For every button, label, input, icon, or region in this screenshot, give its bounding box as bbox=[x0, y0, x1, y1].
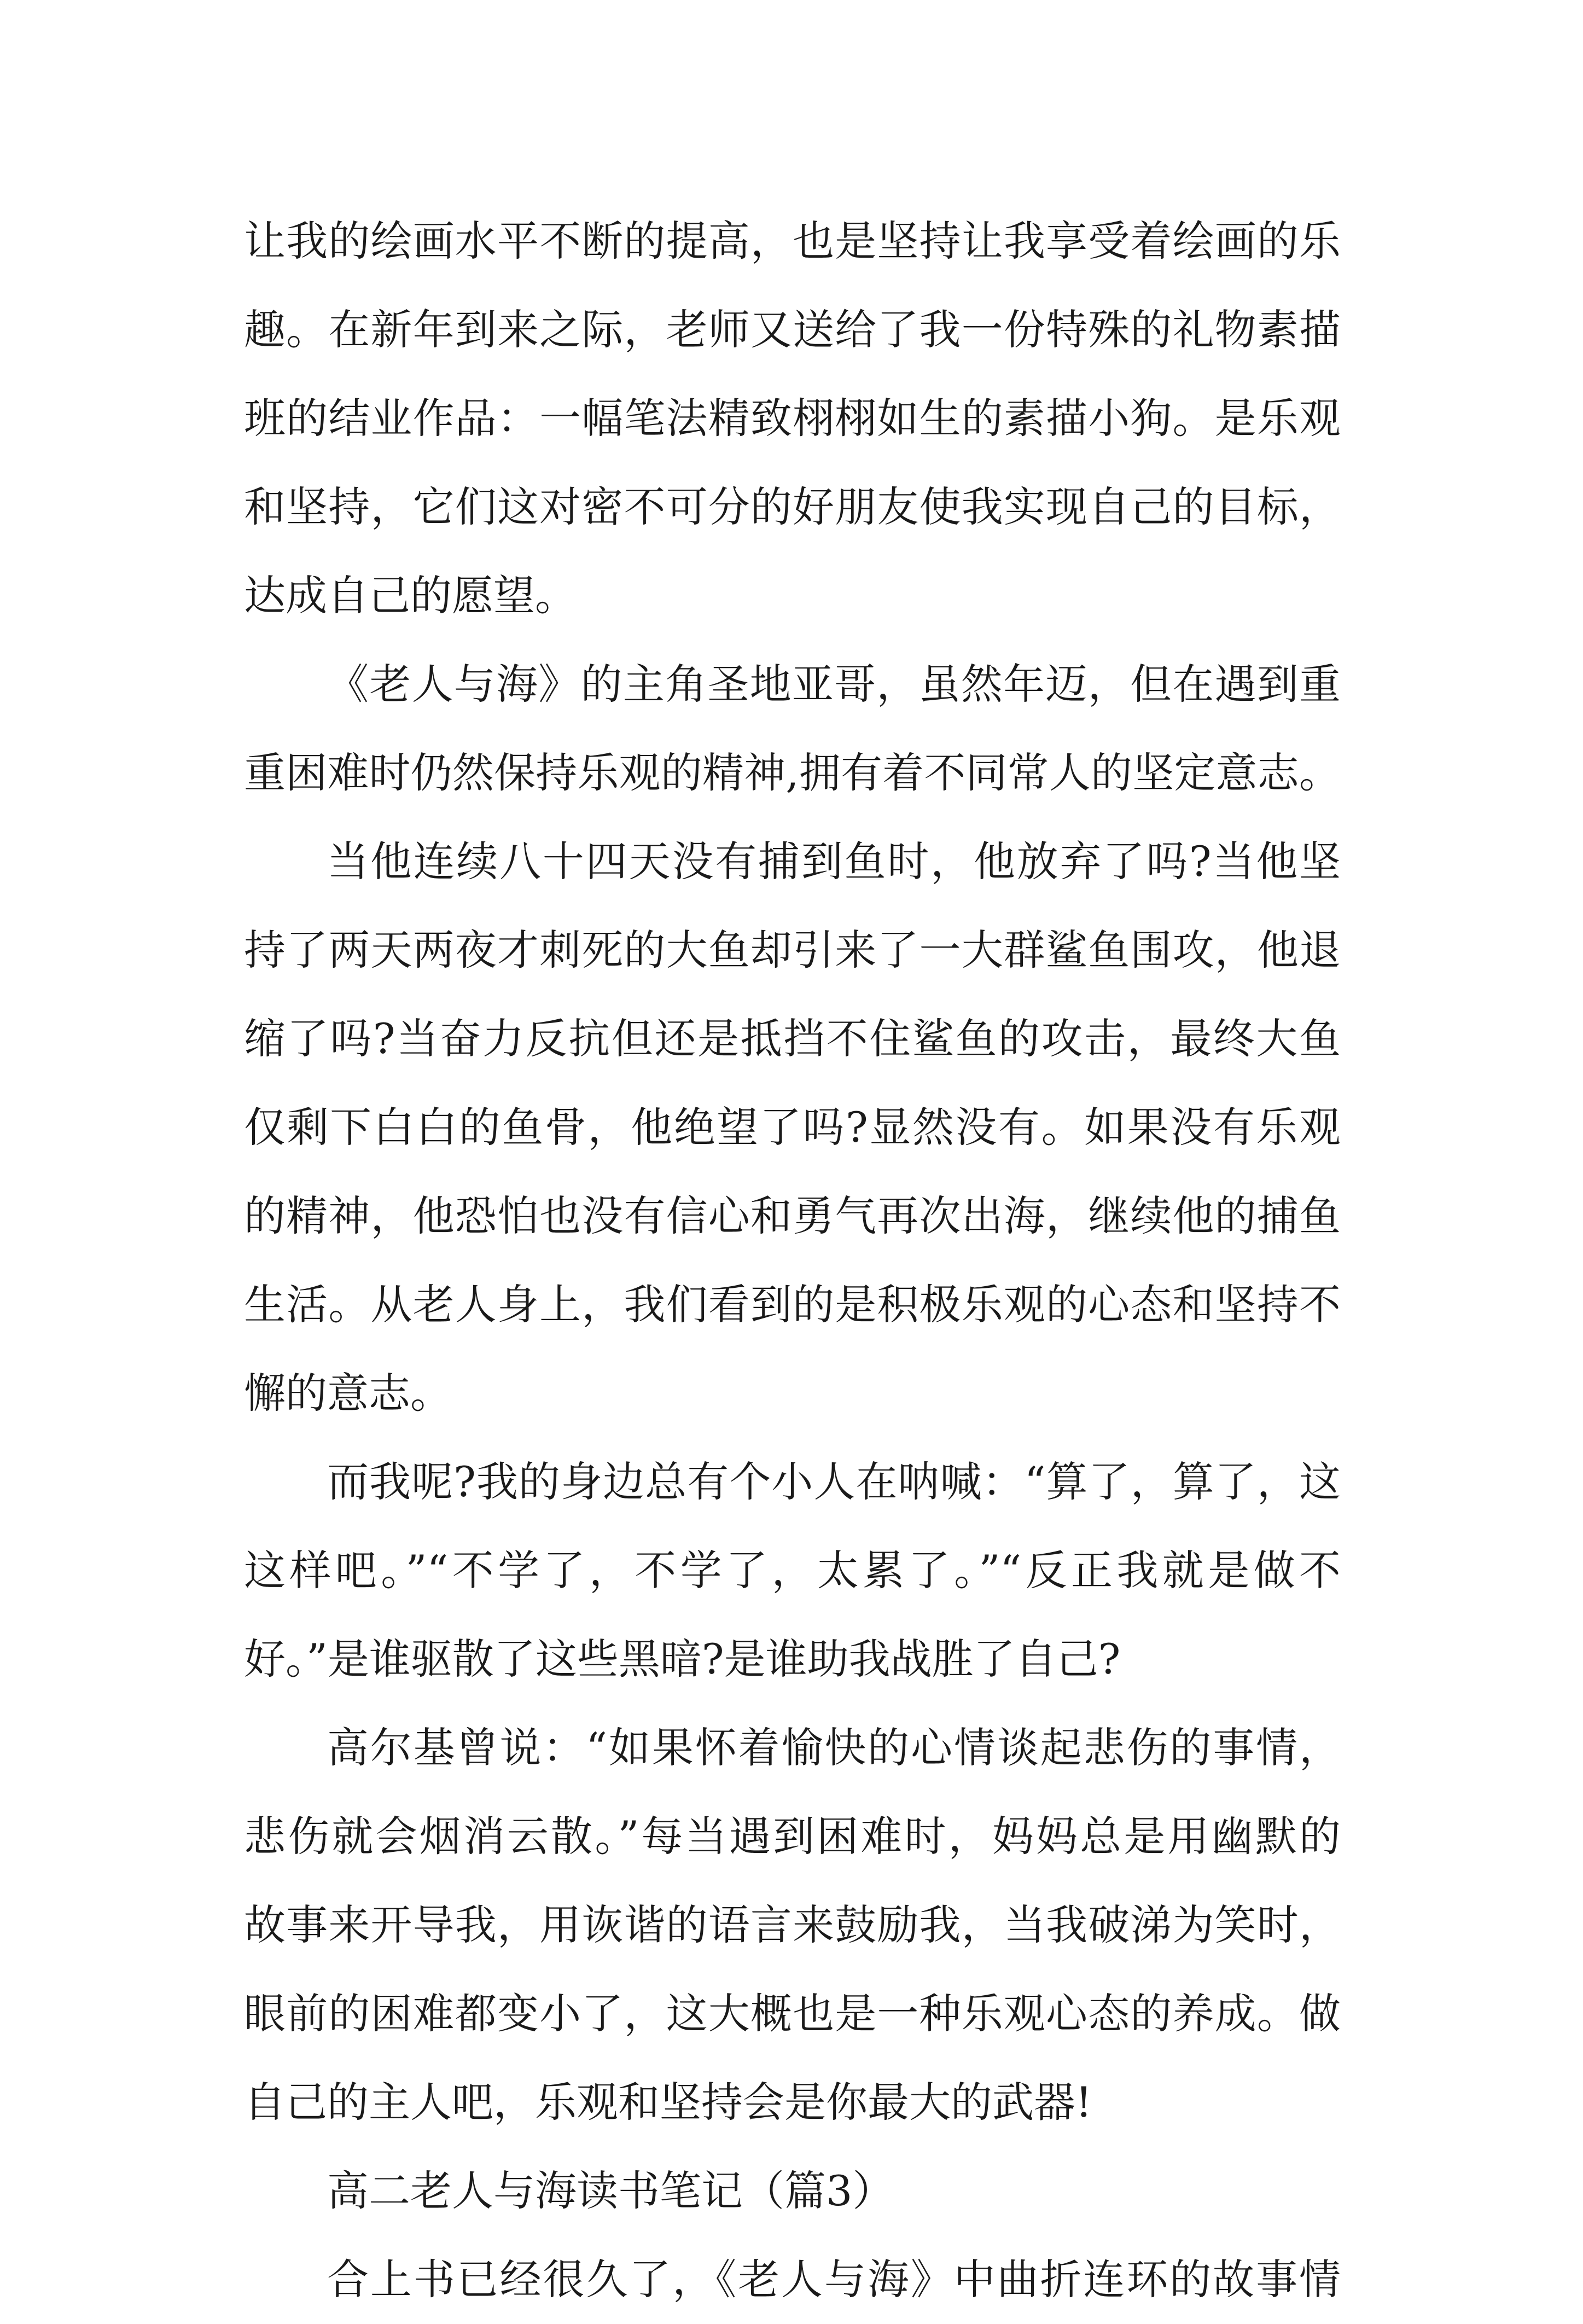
text-line-7: 重困难时仍然保持乐观的精神,拥有着不同常人的坚定意志。 bbox=[244, 748, 1341, 797]
text-line-18: 高尔基曾说：“如果怀着愉快的心情谈起悲伤的事情， bbox=[327, 1723, 1341, 1772]
text-line-14: 懈的意志。 bbox=[244, 1369, 452, 1417]
text-line-2: 趣。在新年到来之际，老师又送给了我一份特殊的礼物素描 bbox=[244, 305, 1341, 354]
document-body bbox=[244, 197, 1341, 2324]
text-line-21: 眼前的困难都变小了，这大概也是一种乐观心态的养成。做 bbox=[244, 1989, 1341, 2038]
text-line-6: 《老人与海》的主角圣地亚哥，虽然年迈，但在遇到重 bbox=[327, 660, 1341, 708]
text-line-4: 和坚持，它们这对密不可分的好朋友使我实现自己的目标， bbox=[244, 483, 1341, 531]
text-line-10: 缩了吗?当奋力反抗但还是抵挡不住鲨鱼的攻击，最终大鱼 bbox=[244, 1014, 1341, 1063]
text-line-1: 让我的绘画水平不断的提高，也是坚持让我享受着绘画的乐 bbox=[244, 217, 1341, 265]
text-line-11: 仅剩下白白的鱼骨，他绝望了吗?显然没有。如果没有乐观 bbox=[244, 1103, 1341, 1152]
text-line-15: 而我呢?我的身边总有个小人在呐喊：“算了，算了，这 bbox=[327, 1457, 1341, 1506]
text-line-17: 好。”是谁驱散了这些黑暗?是谁助我战胜了自己? bbox=[244, 1635, 1121, 1683]
text-line-13: 生活。从老人身上，我们看到的是积极乐观的心态和坚持不 bbox=[244, 1280, 1341, 1329]
text-line-20: 故事来开导我，用诙谐的语言来鼓励我，当我破涕为笑时， bbox=[244, 1901, 1341, 1949]
text-line-8: 当他连续八十四天没有捕到鱼时，他放弃了吗?当他坚 bbox=[327, 837, 1341, 886]
text-line-16: 这样吧。”“不学了，不学了，太累了。”“反正我就是做不 bbox=[244, 1546, 1341, 1595]
text-line-22: 自己的主人吧，乐观和坚持会是你最大的武器! bbox=[244, 2078, 1092, 2127]
text-line-5: 达成自己的愿望。 bbox=[244, 571, 577, 620]
section-heading: 高二老人与海读书笔记（篇3） bbox=[327, 2166, 894, 2215]
text-line-24: 合上书已经很久了，《老人与海》中曲折连环的故事情 bbox=[327, 2255, 1341, 2304]
text-line-3: 班的结业作品：一幅笔法精致栩栩如生的素描小狗。是乐观 bbox=[244, 394, 1341, 443]
text-line-9: 持了两天两夜才刺死的大鱼却引来了一大群鲨鱼围攻，他退 bbox=[244, 926, 1341, 974]
text-line-19: 悲伤就会烟消云散。”每当遇到困难时，妈妈总是用幽默的 bbox=[244, 1812, 1341, 1861]
text-line-12: 的精神，他恐怕也没有信心和勇气再次出海，继续他的捕鱼 bbox=[244, 1192, 1341, 1240]
